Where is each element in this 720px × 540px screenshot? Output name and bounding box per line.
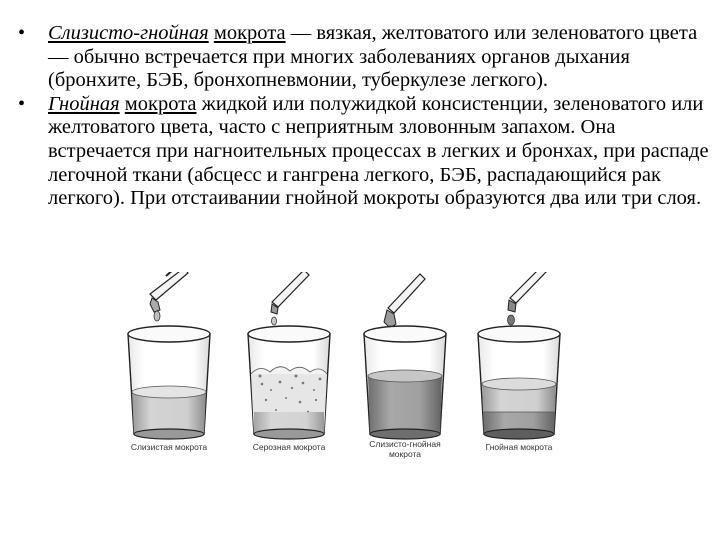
glass-mucopurulent bbox=[364, 274, 446, 459]
sputum-glasses-illustration bbox=[100, 272, 610, 472]
term-plain: мокрота bbox=[124, 92, 197, 115]
bullet-marker: • bbox=[18, 92, 26, 115]
caption-mucopurulent-line1: Слизисто-гнойная bbox=[369, 439, 441, 449]
term-plain: мокрота bbox=[213, 22, 286, 44]
caption-mucopurulent-line2: мокрота bbox=[388, 449, 422, 459]
bullet-item-mucopurulent bbox=[18, 22, 718, 93]
bullet-marker: • bbox=[18, 22, 26, 44]
term-italic: Гнойная bbox=[48, 92, 120, 115]
caption-mucous: Слизистая мокрота bbox=[130, 442, 208, 452]
caption-serous: Серозная мокрота bbox=[252, 442, 326, 452]
pipette-icon bbox=[384, 274, 425, 334]
bullet-list bbox=[18, 22, 718, 211]
pipette-icon bbox=[271, 272, 309, 325]
bullet-item-purulent bbox=[18, 93, 718, 211]
term-italic: Слизисто-гнойная bbox=[48, 22, 209, 44]
caption-purulent: Гнойная мокрота bbox=[485, 442, 553, 452]
bullet-text: жидкой или полужидкой консистенции, зеленоватого или желтоватого цвета, часто с неприятным зловонным запахом. Она встречается при нагноительных процессах в легких и бронхах, при распаде легочной ткани (абсцесс и гангрена легкого, БЭБ, распадающийся рак легкого). При отстаивании гнойной мокроты образуются два или три слоя. bbox=[48, 92, 709, 210]
glass-purulent bbox=[478, 272, 560, 452]
bullet-text: — вязкая, желтоватого или зеленоватого цвета — обычно встречается при многих заболеваниях органов дыхания (бронхите, БЭБ, бронхопневмонии, туберкулезе легкого). bbox=[48, 22, 698, 92]
glass-serous bbox=[248, 272, 330, 452]
pipette-icon bbox=[150, 272, 188, 321]
glass-mucous bbox=[128, 272, 210, 452]
glasses-svg bbox=[100, 272, 610, 472]
